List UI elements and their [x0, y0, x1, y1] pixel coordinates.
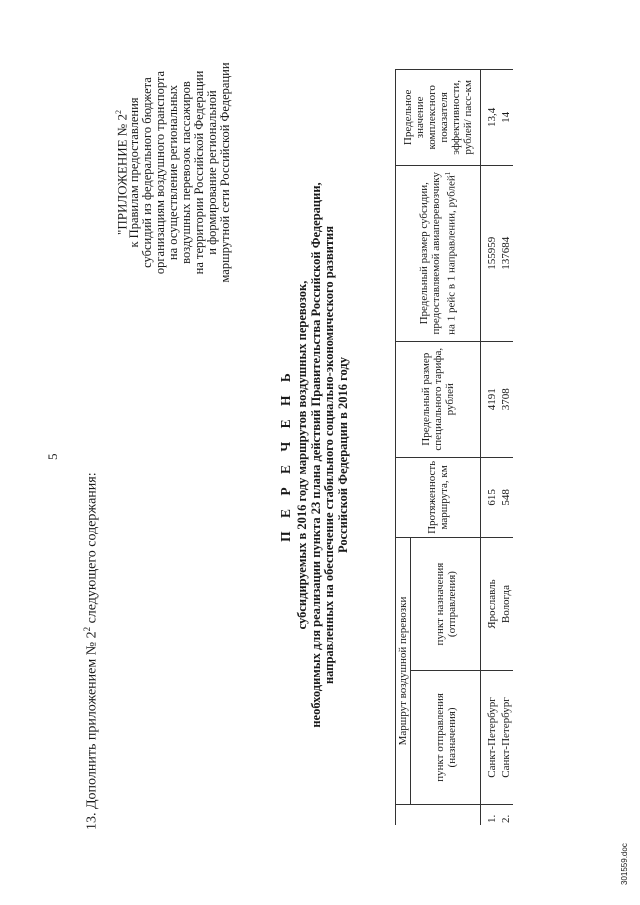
appendix-line: и формирование региональной [205, 90, 220, 255]
table-header-row [396, 70, 411, 826]
subtitle-line: субсидируемых в 2016 году маршрутов воздушных перевозок, [295, 280, 309, 630]
page-number: 5 [45, 453, 60, 460]
document-subtitle [296, 105, 350, 805]
row-length: 615 [485, 457, 499, 538]
row-to: Ярославль [485, 538, 499, 671]
appendix-line: маршрутной сети Российской Федерации [218, 62, 233, 283]
header-tariff: Предельный размер специального тарифа, рублей [396, 341, 481, 457]
intro-sup: 2 [82, 626, 92, 632]
appendix-line: организациям воздушного транспорта [153, 70, 168, 275]
table-row [485, 70, 499, 826]
header-to: пункт назначения (отправления) [411, 538, 481, 671]
appendix-heading [112, 0, 128, 345]
row-to: Вологда [499, 538, 513, 671]
intro-text-after: следующего содержания: [84, 472, 100, 627]
document-code: 301559.doc [620, 843, 629, 885]
header-subsidy [396, 165, 481, 341]
header-route-group: Маршрут воздушной перевозки [396, 538, 411, 805]
header-subsidy-sup: 1 [444, 171, 453, 176]
routes-table [395, 69, 513, 825]
appendix-heading-sup: 2 [114, 110, 123, 115]
appendix-line: на территории Российской Федерации [192, 70, 207, 275]
document-title: П Е Р Е Ч Е Н Ь [278, 368, 293, 542]
header-indicator: Предельное значение комплексного показателя эффективности, рублей/ пасс-км [396, 70, 481, 166]
row-tariff: 3708 [499, 341, 513, 457]
subtitle-line: Российской Федерации в 2016 году [335, 357, 350, 553]
amendment-intro [82, 472, 101, 830]
row-indicator: 13,4 [485, 70, 499, 166]
row-from: Санкт-Петербург [499, 671, 513, 805]
header-subsidy-text: Предельный размер субсидии, предоставляемой авиаперевозчику на 1 рейс в 1 направлении, рублей [418, 172, 458, 335]
appendix-line: на осуществление региональных [166, 84, 181, 261]
appendix-line: субсидий из федерального бюджета [140, 77, 155, 268]
intro-text: 13. Дополнить приложением № 2 [84, 631, 100, 830]
appendix-line: к Правилам предоставления [127, 97, 142, 248]
row-subsidy: 137684 [499, 165, 513, 341]
header-length: Протяженность маршрута, км [396, 457, 481, 538]
table-row [499, 70, 513, 826]
row-subsidy: 155959 [485, 165, 499, 341]
appendix-line: воздушных перевозок пассажиров [179, 81, 194, 264]
appendix-block [112, 0, 232, 345]
row-from: Санкт-Петербург [485, 671, 499, 805]
header-from: пункт отправления (назначения) [411, 671, 481, 805]
subtitle-line: направленных на обеспечение стабильного социально-экономического развития [322, 225, 336, 685]
appendix-heading-text: "ПРИЛОЖЕНИЕ № 2 [114, 114, 130, 235]
row-tariff: 4191 [485, 341, 499, 457]
header-number-cell [396, 804, 481, 825]
row-number: 1. [485, 804, 499, 825]
row-indicator: 14 [499, 70, 513, 166]
row-number: 2. [499, 804, 513, 825]
row-length: 548 [499, 457, 513, 538]
subtitle-line: необходимых для реализации пункта 23 плана действий Правительства Российской Федерации, [308, 182, 323, 728]
